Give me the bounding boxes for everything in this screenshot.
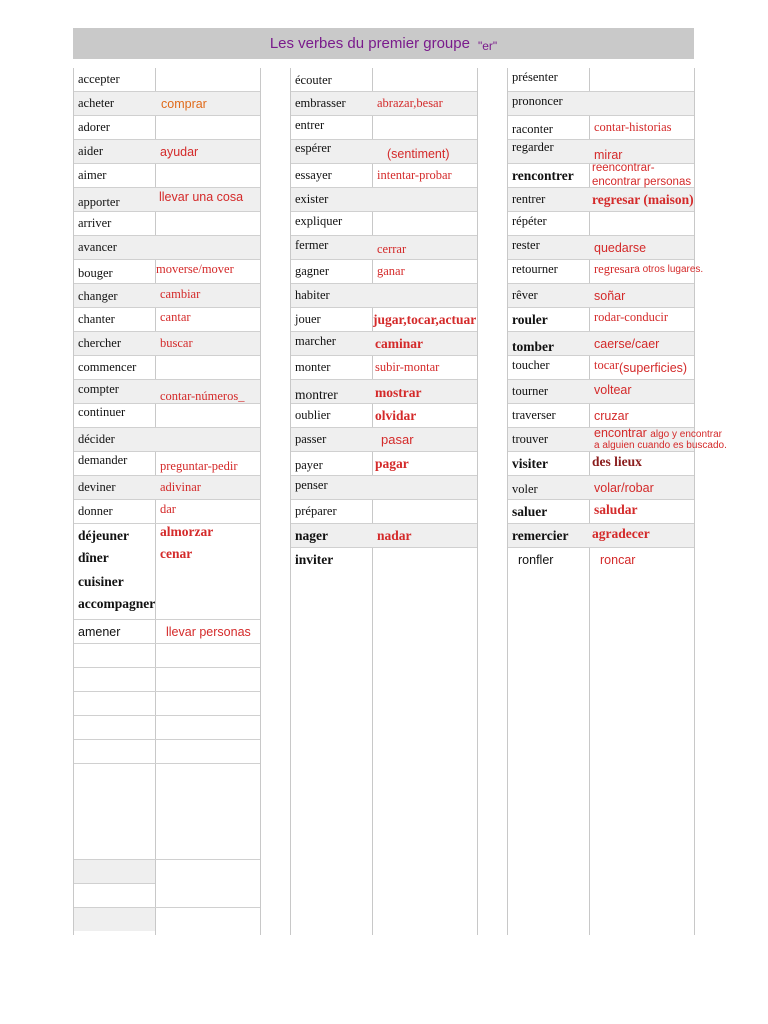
verb-es: cruzar [594, 408, 629, 423]
verb-es: cambiar [160, 287, 201, 301]
verb-fr: aider [78, 144, 103, 158]
verb-fr: deviner [78, 480, 116, 494]
table-row [291, 188, 477, 212]
verb-es: regresar [594, 262, 635, 276]
verb-es: contar-números_ [160, 389, 245, 403]
verb-fr: accepter [78, 72, 120, 86]
verb-es: agradecer [592, 525, 650, 541]
table-row [508, 452, 694, 476]
table-row [291, 68, 477, 92]
verb-fr: commencer [78, 360, 137, 374]
table-row [291, 140, 477, 164]
table-row [74, 332, 260, 356]
verb-fr: payer [295, 458, 323, 472]
table-row [508, 426, 727, 452]
verb-fr: marcher [295, 334, 336, 348]
verb-fr: jouer [295, 312, 321, 326]
verb-es: jugar,tocar,actuar [373, 311, 477, 327]
verb-fr: cuisiner [78, 574, 124, 589]
table-row [508, 260, 704, 284]
table-row [74, 260, 260, 284]
verb-es: soñar [594, 288, 626, 303]
verb-fr: répéter [512, 214, 547, 228]
verb-fr: monter [295, 360, 331, 374]
verb-fr: traverser [512, 408, 556, 422]
table-row [74, 92, 260, 116]
verb-fr: avancer [78, 240, 117, 254]
verb-es: des lieux [592, 453, 642, 469]
verb-fr: raconter [512, 122, 553, 136]
verb-fr: oublier [295, 408, 331, 422]
verb-fr: rentrer [512, 192, 546, 206]
verb-fr: apporter [78, 195, 120, 209]
verb-es: roncar [600, 553, 636, 567]
verb-es: olvidar [375, 407, 417, 423]
table-row [508, 500, 694, 524]
verb-fr: décider [78, 432, 115, 446]
table-row [74, 68, 260, 92]
verb-es-note: a otros lugares. [634, 264, 704, 275]
verb-fr: montrer [295, 386, 338, 402]
verb-es: volar/robar [594, 480, 654, 495]
table-row [291, 284, 477, 308]
table-row [74, 644, 260, 668]
table-row [74, 140, 260, 164]
verb-fr: remercier [512, 527, 569, 543]
table-row [74, 404, 260, 428]
table-row [508, 404, 694, 428]
verb-fr: espérer [295, 141, 332, 155]
verb-es: voltear [594, 382, 632, 397]
table-row [508, 476, 694, 500]
verb-table-col-1 [73, 68, 261, 935]
verb-es: ganar [377, 264, 405, 278]
table-row [291, 92, 477, 116]
table-row [74, 284, 260, 308]
verb-es-note: (superficies) [618, 360, 688, 375]
page-title [73, 28, 694, 59]
table-row [74, 356, 260, 380]
verb-es: pagar [375, 455, 409, 471]
verb-es: reencontrar- [592, 162, 655, 174]
verb-fr: adorer [78, 120, 110, 134]
verb-es: preguntar-pedir [160, 459, 238, 473]
table-row [74, 692, 260, 716]
table-row [291, 500, 477, 524]
verb-fr: arriver [78, 216, 112, 230]
table-row [291, 308, 477, 332]
verb-fr: rouler [512, 311, 548, 327]
verb-fr: gagner [295, 264, 330, 278]
table-row [508, 188, 694, 212]
table-row [291, 212, 477, 236]
table-row [74, 116, 260, 140]
verb-es: (sentiment) [387, 146, 450, 161]
verb-fr: déjeuner [78, 528, 129, 543]
table-row [291, 236, 477, 260]
table-row [291, 116, 477, 140]
table-row [74, 476, 260, 500]
table-row [74, 740, 260, 764]
verb-fr: rester [512, 238, 540, 252]
verb-es: buscar [160, 336, 193, 350]
verb-es: abrazar,besar [377, 96, 443, 110]
table-row [291, 476, 477, 500]
table-row [291, 332, 477, 356]
verb-es: contar-historias [594, 120, 672, 134]
title-sub: "er" [477, 38, 498, 53]
title-main: Les verbes du premier groupe [269, 35, 470, 52]
table-row [508, 68, 694, 92]
table-row [74, 668, 260, 692]
verb-fr: ronfler [518, 553, 554, 567]
table-row [74, 908, 155, 931]
table-row [291, 404, 477, 428]
verb-es-stack [594, 428, 727, 451]
verb-es: quedarse [594, 240, 647, 255]
table-row [291, 164, 477, 188]
verb-es: caminar [375, 335, 423, 351]
verb-es: encontrar [594, 426, 647, 440]
verb-es: moverse/mover [156, 262, 234, 276]
verb-es-stack [592, 164, 691, 187]
table-row [74, 188, 260, 212]
verb-fr: rêver [512, 288, 538, 302]
verb-fr: continuer [78, 405, 126, 419]
verb-fr: entrer [295, 118, 325, 132]
table-row [74, 620, 260, 644]
table-row [74, 380, 260, 404]
verb-fr: prononcer [512, 94, 563, 108]
table-row [508, 236, 694, 260]
verb-fr: changer [78, 289, 118, 303]
verb-es: saludar [594, 501, 638, 517]
verb-es: mostrar [375, 384, 422, 400]
table-row [74, 212, 260, 236]
table-row [291, 428, 477, 452]
table-row [74, 164, 260, 188]
verb-es: pasar [381, 432, 414, 447]
verb-fr: rencontrer [512, 167, 574, 183]
verb-es: cerrar [377, 242, 407, 256]
verb-fr: retourner [512, 262, 558, 276]
verb-fr: voler [512, 482, 538, 496]
verb-es: almorzar [160, 524, 214, 539]
verb-es: intentar-probar [377, 168, 452, 182]
table-row [508, 524, 694, 548]
verb-fr: passer [295, 432, 327, 446]
verb-es: comprar [161, 96, 207, 111]
verb-es-line2: encontrar personas [592, 176, 692, 188]
verb-table-col-2 [290, 68, 478, 935]
verb-fr: préparer [295, 504, 337, 518]
verb-fr: exister [295, 192, 329, 206]
verb-fr: bouger [78, 266, 113, 280]
verb-fr: habiter [295, 288, 330, 302]
verb-fr: embrasser [295, 96, 346, 110]
verb-fr: trouver [512, 432, 549, 446]
verb-table-col-3 [507, 68, 727, 935]
verb-fr: nager [295, 527, 328, 543]
verb-fr: visiter [512, 455, 548, 471]
verb-es: llevar una cosa [159, 189, 244, 204]
verb-es: adivinar [160, 480, 201, 494]
table-row [74, 884, 260, 908]
verb-fr: saluer [512, 503, 548, 519]
verb-fr: donner [78, 504, 113, 518]
table-row [508, 380, 694, 404]
table-row [74, 308, 260, 332]
verb-fr: regarder [512, 140, 554, 154]
verb-fr: expliquer [295, 214, 343, 228]
table-row [508, 212, 694, 236]
verb-fr: compter [78, 382, 119, 396]
verb-es: cenar [160, 546, 193, 561]
table-row [74, 452, 260, 476]
verb-fr: penser [295, 478, 328, 492]
table-row [291, 452, 477, 476]
verb-es: nadar [377, 527, 412, 543]
verb-fr: inviter [295, 552, 334, 567]
table-row [74, 236, 260, 260]
verb-fr: chanter [78, 312, 115, 326]
verb-es-note: algo y encontrar [650, 429, 723, 440]
verb-es: tocar [594, 358, 619, 372]
table-row [508, 308, 694, 332]
table-row [74, 860, 155, 884]
verb-es-group [594, 428, 722, 440]
table-row [74, 428, 260, 452]
verb-es: mirar [594, 147, 623, 162]
table-row [508, 356, 694, 380]
verb-es: dar [160, 502, 176, 516]
verb-es: llevar personas [166, 624, 251, 639]
table-row-group [74, 524, 260, 620]
table-row [291, 380, 477, 404]
verb-fr: fermer [295, 238, 329, 252]
verb-fr: acheter [78, 96, 115, 110]
table-row [291, 260, 477, 284]
verb-fr: toucher [512, 358, 550, 372]
table-row [508, 116, 694, 140]
table-row [291, 356, 477, 380]
verb-fr: tourner [512, 384, 549, 398]
verb-es: subir-montar [375, 360, 440, 374]
verb-fr: accompagner [78, 596, 156, 611]
verb-fr: essayer [295, 168, 332, 182]
verb-es: caerse/caer [594, 336, 660, 351]
verb-fr: demander [78, 453, 128, 467]
verb-es: rodar-conducir [594, 310, 669, 324]
verb-es: cantar [160, 310, 191, 324]
table-row [74, 764, 260, 860]
table-row [508, 92, 694, 116]
table-row [74, 500, 260, 524]
verb-fr: présenter [512, 70, 558, 84]
verb-fr: dîner [78, 550, 109, 565]
verb-fr: amener [78, 624, 121, 639]
table-row [508, 284, 694, 308]
verb-es: regresar (maison) [592, 191, 694, 207]
table-row [508, 548, 694, 572]
verb-es: ayudar [160, 144, 199, 159]
verb-fr: écouter [295, 73, 332, 87]
verb-es-group [594, 260, 703, 279]
verb-es-line2: a alguien cuando es buscado. [594, 440, 727, 451]
table-row [74, 716, 260, 740]
verb-fr: aimer [78, 168, 107, 182]
table-row [291, 524, 477, 548]
verb-es-group [594, 356, 687, 379]
verb-fr: tomber [512, 338, 554, 354]
table-row [508, 140, 694, 164]
table-row [508, 332, 694, 356]
table-row [291, 548, 477, 572]
table-row [508, 164, 694, 188]
verb-fr: chercher [78, 336, 122, 350]
